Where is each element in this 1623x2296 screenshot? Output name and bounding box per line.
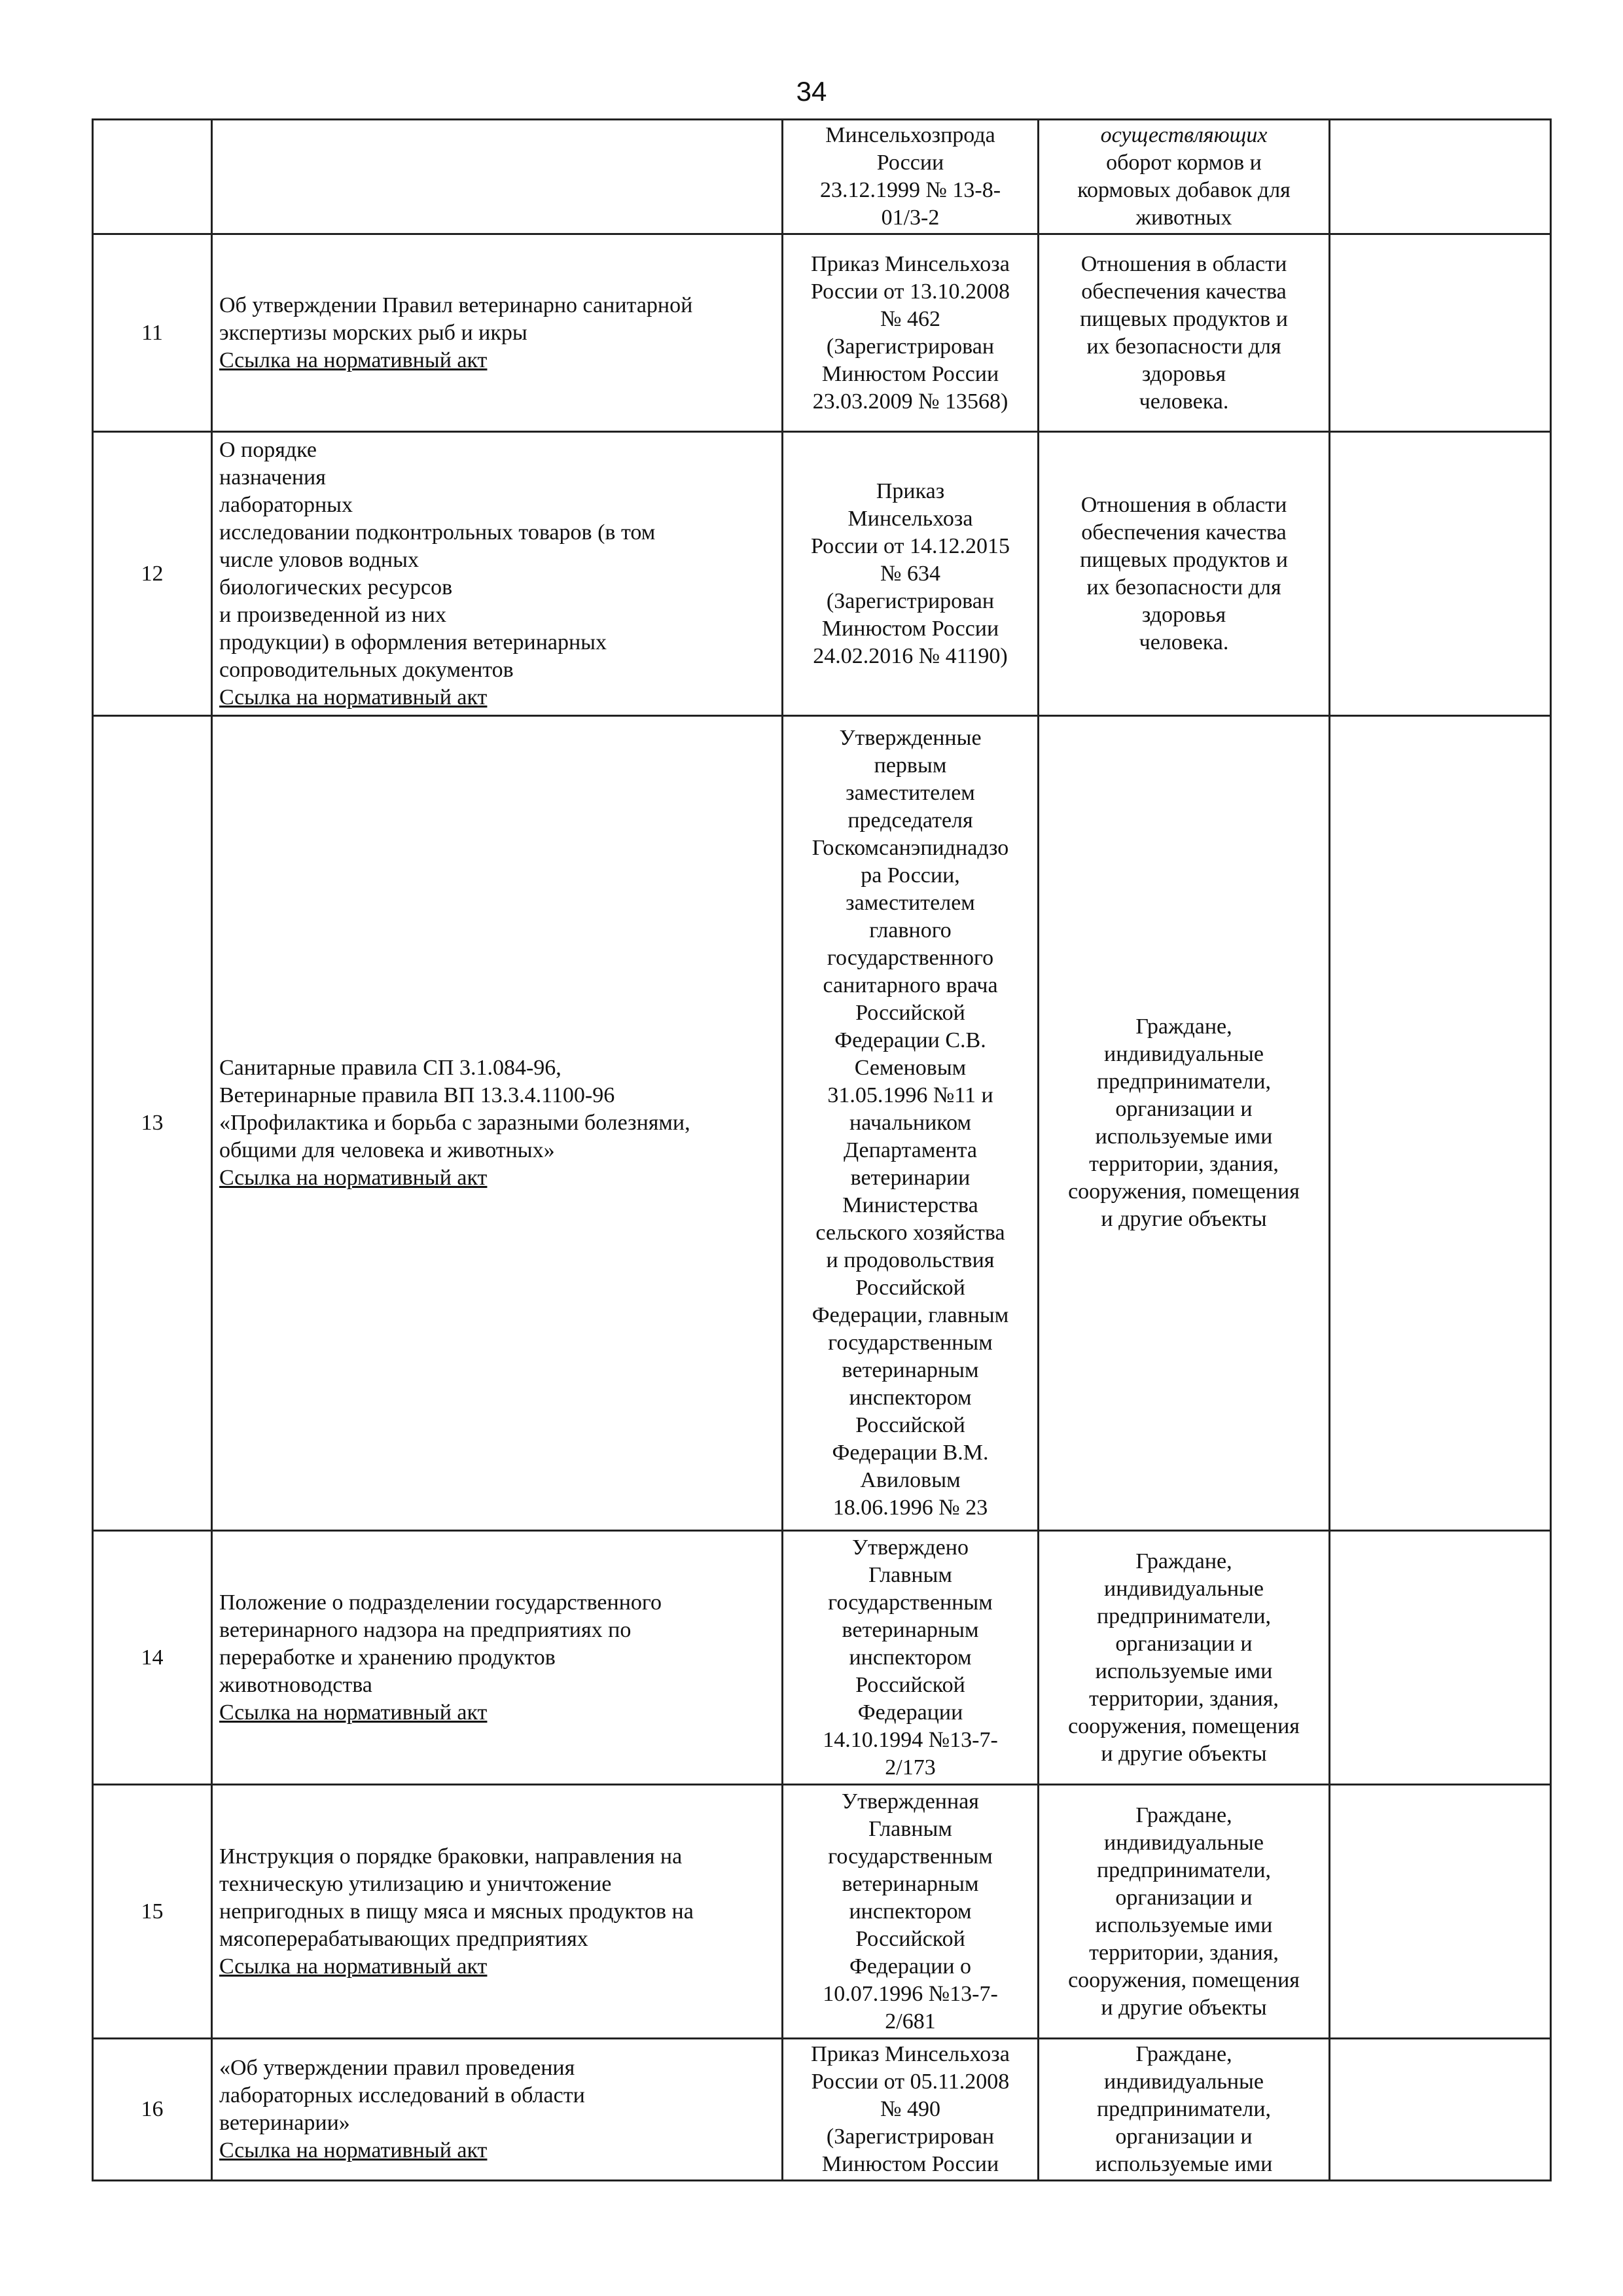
subjects-line: предприниматели, — [1096, 1069, 1272, 1094]
title-line: техническую утилизацию и уничтожение — [219, 1871, 612, 1896]
title-line: исследовании подконтрольных товаров (в том — [219, 520, 656, 545]
doc-line: Российской — [855, 1276, 965, 1300]
act-title-cell — [212, 432, 783, 716]
subjects-line: сооружения, помещения — [1068, 1967, 1300, 1992]
subjects-line: Отношения в области — [1080, 492, 1287, 517]
regulated-subjects-cell — [1039, 234, 1330, 432]
doc-line: сельского хозяйства — [815, 1221, 1005, 1245]
subjects-line: организации и — [1115, 1631, 1253, 1656]
doc-line: 23.12.1999 № 13-8- — [819, 178, 1001, 202]
table-row — [93, 1531, 1551, 1785]
empty-cell — [1330, 716, 1551, 1531]
doc-line: инспектором — [849, 1645, 972, 1670]
doc-line: государственным — [828, 1331, 993, 1355]
doc-line: Приказ Минсельхоза — [811, 2042, 1010, 2066]
title-line: лабораторных исследований в области — [219, 2083, 585, 2108]
doc-line: Минсельхоза — [847, 506, 973, 531]
doc-line: 01/3-2 — [881, 206, 940, 230]
normative-act-link[interactable]: Ссылка на нормативный акт — [219, 1954, 488, 1979]
doc-line: Федерации В.М. — [832, 1441, 989, 1465]
title-line: Ветеринарные правила ВП 13.3.4.1100-96 — [219, 1083, 615, 1107]
subjects-line: здоровья — [1141, 602, 1226, 627]
subjects-line: и другие объекты — [1101, 1207, 1267, 1231]
regulated-subjects-cell — [1039, 432, 1330, 716]
subjects-line: человека. — [1139, 630, 1229, 655]
doc-line: № 462 — [880, 306, 940, 331]
doc-line: Федерации, главным — [812, 1303, 1009, 1327]
doc-line: Приказ Минсельхоза — [811, 251, 1010, 276]
doc-line: Департамента — [843, 1138, 978, 1162]
title-line: ветеринарного надзора на предприятиях по — [219, 1617, 632, 1642]
subjects-line: индивидуальные — [1104, 1576, 1264, 1601]
title-line: и произведенной из них — [219, 602, 447, 627]
subjects-line: используемые ими — [1095, 1659, 1273, 1683]
doc-line: заместителем — [846, 781, 975, 805]
act-title-cell — [212, 1785, 783, 2039]
act-document-cell — [783, 2039, 1039, 2181]
subjects-line: индивидуальные — [1104, 1042, 1264, 1066]
subjects-line: используемые ими — [1095, 1912, 1273, 1937]
doc-line: 14.10.1994 №13-7- — [823, 1727, 998, 1752]
doc-line: № 490 — [880, 2097, 940, 2121]
doc-line: ветеринарным — [842, 1358, 979, 1382]
doc-line: Главным — [868, 1816, 952, 1841]
doc-line: ветеринарным — [842, 1617, 979, 1642]
title-line: О порядке — [219, 437, 317, 462]
page-number: 34 — [796, 76, 827, 107]
subjects-line: предприниматели, — [1096, 2097, 1272, 2121]
subjects-line: индивидуальные — [1104, 2070, 1264, 2094]
subjects-line: оборот кормов и — [1106, 151, 1262, 175]
subjects-line: индивидуальные — [1104, 1830, 1264, 1855]
title-line: Санитарные правила СП 3.1.084-96, — [219, 1056, 562, 1080]
regulated-subjects-cell — [1039, 120, 1330, 234]
subjects-line: организации и — [1115, 2125, 1253, 2149]
doc-line: государственным — [828, 1844, 993, 1869]
doc-line: заместителем — [846, 891, 975, 915]
doc-line: и продовольствия — [826, 1248, 995, 1272]
row-number — [93, 120, 212, 234]
doc-line: инспектором — [849, 1386, 972, 1410]
row-number: 11 — [93, 234, 212, 432]
doc-line: Утвержденная — [842, 1789, 979, 1814]
title-line: продукции) в оформления ветеринарных — [219, 630, 607, 655]
table-row — [93, 234, 1551, 432]
doc-line: (Зарегистрирован — [826, 588, 995, 613]
doc-line: Министерства — [842, 1193, 978, 1217]
subjects-line: их безопасности для — [1086, 575, 1281, 600]
doc-line: Минюстом России — [821, 361, 999, 386]
table-row — [93, 120, 1551, 234]
subjects-line: территории, здания, — [1089, 1152, 1279, 1176]
doc-line: Главным — [868, 1562, 952, 1587]
regulated-subjects-cell — [1039, 1785, 1330, 2039]
doc-line: начальником — [849, 1111, 971, 1135]
subjects-line: организации и — [1115, 1885, 1253, 1910]
doc-line: 2/681 — [885, 2009, 936, 2034]
doc-line: инспектором — [849, 1899, 972, 1924]
doc-line: председателя — [847, 808, 973, 833]
empty-cell — [1330, 234, 1551, 432]
title-line: «Об утверждении правил проведения — [219, 2056, 575, 2080]
subjects-line: и другие объекты — [1101, 1741, 1267, 1766]
doc-line: Авиловым — [860, 1468, 961, 1492]
doc-line: 10.07.1996 №13-7- — [823, 1981, 998, 2006]
normative-act-link[interactable]: Ссылка на нормативный акт — [219, 1166, 488, 1190]
title-line: Положение о подразделении государственного — [219, 1590, 662, 1615]
title-line: переработке и хранению продуктов — [219, 1645, 556, 1670]
regulated-subjects-cell — [1039, 1531, 1330, 1785]
doc-line: Федерации — [857, 1700, 963, 1725]
subjects-line: Отношения в области — [1080, 251, 1287, 276]
regulated-subjects-cell — [1039, 2039, 1330, 2181]
regulations-table — [92, 118, 1552, 2181]
doc-line: 18.06.1996 № 23 — [832, 1496, 988, 1520]
title-line: «Профилактика и борьба с заразными болезнями, — [219, 1111, 690, 1135]
doc-line: 31.05.1996 №11 и — [827, 1083, 993, 1107]
subjects-line: пищевых продуктов и — [1080, 547, 1288, 572]
title-line: общими для человека и животных» — [219, 1138, 555, 1162]
act-document-cell — [783, 432, 1039, 716]
doc-line: Минсельхозпрода — [825, 123, 995, 147]
row-number: 15 — [93, 1785, 212, 2039]
subjects-line: пищевых продуктов и — [1080, 306, 1288, 331]
regulated-subjects-cell — [1039, 716, 1330, 1531]
subjects-line: сооружения, помещения — [1068, 1713, 1300, 1738]
empty-cell — [1330, 432, 1551, 716]
row-number: 16 — [93, 2039, 212, 2181]
subjects-line: кормовых добавок для — [1077, 178, 1291, 202]
subjects-line: их безопасности для — [1086, 334, 1281, 359]
doc-line: ветеринарным — [842, 1871, 979, 1896]
act-document-cell — [783, 1785, 1039, 2039]
empty-cell — [1330, 2039, 1551, 2181]
doc-line: 23.03.2009 № 13568) — [812, 389, 1008, 414]
title-line: числе уловов водных — [219, 547, 419, 572]
subjects-line: используемые ими — [1095, 1124, 1273, 1149]
normative-act-link[interactable]: Ссылка на нормативный акт — [219, 2138, 488, 2162]
subjects-line: Граждане, — [1135, 1803, 1232, 1827]
doc-line: Российской — [855, 1413, 965, 1437]
act-document-cell — [783, 234, 1039, 432]
act-title-cell — [212, 234, 783, 432]
doc-line: государственного — [827, 946, 994, 970]
title-line: Инструкция о порядке браковки, направления на — [219, 1844, 683, 1869]
doc-line: санитарного врача — [823, 973, 998, 997]
doc-line: Госкомсанэпиднадзо — [812, 836, 1009, 860]
subjects-line: предприниматели, — [1096, 1604, 1272, 1628]
act-document-cell — [783, 120, 1039, 234]
doc-line: России от 14.12.2015 — [811, 533, 1010, 558]
doc-line: Федерации С.В. — [834, 1028, 986, 1052]
title-line: животноводства — [219, 1672, 372, 1697]
subjects-line: территории, здания, — [1089, 1686, 1279, 1711]
act-title-cell — [212, 120, 783, 234]
doc-line: (Зарегистрирован — [826, 334, 995, 359]
doc-line: № 634 — [880, 561, 940, 586]
title-line: Об утверждении Правил ветеринарно санитарной — [219, 293, 693, 317]
title-line: назначения — [219, 465, 326, 490]
doc-line: главного — [869, 918, 952, 942]
doc-line: 2/173 — [885, 1755, 936, 1780]
doc-line: ветеринарии — [850, 1166, 971, 1190]
title-line: мясоперерабатывающих предприятиях — [219, 1926, 588, 1951]
table-row — [93, 432, 1551, 716]
doc-line: первым — [874, 753, 947, 778]
act-title-cell — [212, 1531, 783, 1785]
subjects-line: сооружения, помещения — [1068, 1179, 1300, 1204]
doc-line: Минюстом России — [821, 2152, 999, 2176]
title-line: непригодных в пищу мяса и мясных продуктов на — [219, 1899, 694, 1924]
subjects-line: используемые ими — [1095, 2152, 1273, 2176]
row-number: 13 — [93, 716, 212, 1531]
empty-cell — [1330, 120, 1551, 234]
doc-line: (Зарегистрирован — [826, 2125, 995, 2149]
table-row — [93, 2039, 1551, 2181]
doc-line: России от 13.10.2008 — [811, 279, 1010, 304]
empty-cell — [1330, 1785, 1551, 2039]
doc-line: Утверждено — [852, 1535, 969, 1560]
subjects-line: обеспечения качества — [1081, 520, 1287, 545]
subjects-line: предприниматели, — [1096, 1857, 1272, 1882]
doc-line: 24.02.2016 № 41190) — [813, 643, 1008, 668]
doc-line: ра России, — [861, 863, 960, 888]
title-line: биологических ресурсов — [219, 575, 453, 600]
doc-line: Российской — [855, 1926, 965, 1951]
doc-line: Приказ — [876, 478, 945, 503]
subjects-line: и другие объекты — [1101, 1995, 1267, 2020]
title-line: ветеринарии» — [219, 2111, 350, 2135]
doc-line: Семеновым — [854, 1056, 967, 1080]
subjects-line: организации и — [1115, 1097, 1253, 1121]
doc-line: Российской — [855, 1001, 965, 1025]
subjects-line: Граждане, — [1135, 1549, 1232, 1573]
doc-line: государственным — [828, 1590, 993, 1615]
doc-line: России — [876, 151, 944, 175]
normative-act-link[interactable]: Ссылка на нормативный акт — [219, 1700, 488, 1725]
act-title-cell — [212, 2039, 783, 2181]
subjects-line: животных — [1135, 206, 1232, 230]
subjects-line: обеспечения качества — [1081, 279, 1287, 304]
title-line: экспертизы морских рыб и икры — [219, 320, 527, 345]
row-number: 12 — [93, 432, 212, 716]
title-line: лабораторных — [219, 492, 353, 517]
subjects-line: территории, здания, — [1089, 1940, 1279, 1965]
empty-cell — [1330, 1531, 1551, 1785]
act-document-cell — [783, 716, 1039, 1531]
subjects-line: осуществляющих — [1100, 123, 1268, 147]
title-line: сопроводительных документов — [219, 657, 514, 682]
act-title-cell — [212, 716, 783, 1531]
subjects-line: Граждане, — [1135, 2042, 1232, 2066]
subjects-line: Граждане, — [1135, 1014, 1232, 1039]
subjects-line: здоровья — [1141, 361, 1226, 386]
doc-line: Утвержденные — [839, 726, 982, 750]
doc-line: Минюстом России — [821, 616, 999, 641]
normative-act-link[interactable]: Ссылка на нормативный акт — [219, 348, 488, 372]
subjects-line: человека. — [1139, 389, 1229, 414]
doc-line: Российской — [855, 1672, 965, 1697]
row-number: 14 — [93, 1531, 212, 1785]
act-document-cell — [783, 1531, 1039, 1785]
normative-act-link[interactable]: Ссылка на нормативный акт — [219, 685, 488, 709]
table-row — [93, 1785, 1551, 2039]
table-row — [93, 716, 1551, 1531]
doc-line: Федерации о — [849, 1954, 972, 1979]
doc-line: России от 05.11.2008 — [811, 2070, 1010, 2094]
